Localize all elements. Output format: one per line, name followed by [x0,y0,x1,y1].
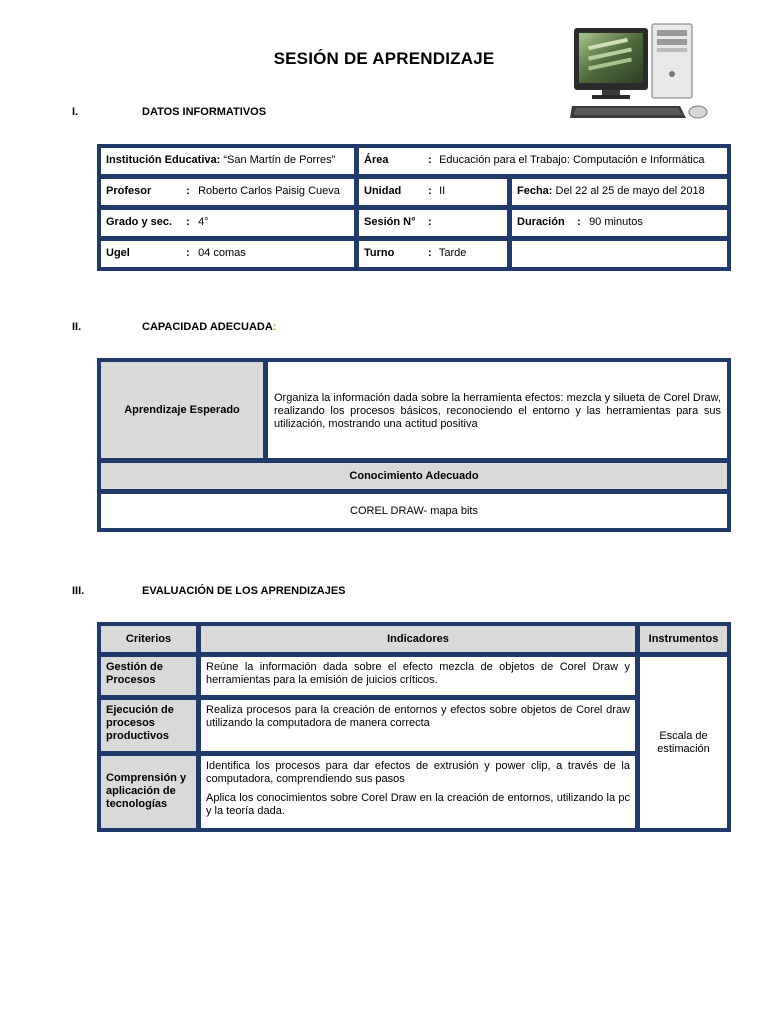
section-number: I. [72,106,79,118]
institucion-value: “San Martín de Porres” [220,154,336,166]
fecha-value: Del 22 al 25 de mayo del 2018 [552,185,705,197]
desktop-computer-icon [570,22,712,122]
section-number: II. [72,321,82,333]
grado-colon: : [186,216,190,228]
indicador-text: Aplica los conocimientos sobre Corel Draw en la creación de entornos, utilizando la pc y la teoría dada. [206,792,630,817]
indicador-text: Identifica los procesos para dar efectos de extrusión y power clip, a través de la computadora, comprendiendo sus pasos [206,760,630,785]
unidad-label: Unidad [364,185,402,197]
institucion-label: Institución Educativa: [106,154,221,166]
unidad-value: II [439,185,446,197]
table-row [100,755,728,829]
fecha-label: Fecha: [517,185,553,197]
turno-colon: : [428,247,432,259]
ugel-cell [100,240,355,268]
evaluacion-table [97,622,731,832]
area-label: Área [364,154,389,166]
turno-cell [358,240,508,268]
table-row [100,656,728,696]
conocimiento-adecuado-text: COREL DRAW- mapa bits [100,493,728,529]
profesor-value: Roberto Carlos Paisig Cueva [198,185,340,197]
sesion-label: Sesión N° [364,216,416,228]
criterio-cell: Ejecución de procesos productivos [100,699,197,752]
indicador-cell [200,755,636,829]
institucion-cell [100,147,355,175]
header-indicadores: Indicadores [200,625,636,653]
grado-label: Grado y sec. [106,216,173,228]
conocimiento-adecuado-label: Conocimiento Adecuado [100,462,728,490]
section-label: EVALUACIÓN DE LOS APRENDIZAJES [142,585,346,597]
area-cell [358,147,728,175]
header-criterios: Criterios [100,625,197,653]
instrumento-cell: Escala de estimación [639,656,728,829]
turno-label: Turno [364,247,395,259]
section-label-wrap [142,321,276,333]
datos-informativos-table [97,144,731,271]
turno-value: Tarde [438,247,467,259]
unidad-colon: : [428,185,432,197]
table-row [100,699,728,752]
duracion-label: Duración [517,216,565,228]
header-instrumentos: Instrumentos [639,625,728,653]
duracion-colon: : [577,216,581,228]
section-number: III. [72,585,85,597]
section-label: DATOS INFORMATIVOS [142,106,267,118]
duracion-cell [511,209,728,237]
aprendizaje-esperado-label: Aprendizaje Esperado [100,361,264,459]
empty-cell [511,240,728,268]
grado-value: 4° [198,216,209,228]
area-colon: : [428,154,432,166]
section-colon: : [272,321,277,333]
page-title: SESIÓN DE APRENDIZAJE [273,49,495,68]
fecha-cell [511,178,728,206]
indicador-cell: Reúne la información dada sobre el efecto mezcla de objetos de Corel Draw y herramientas para la emisión de juicios críticos. [200,656,636,696]
criterio-cell: Comprensión y aplicación de tecnologías [100,755,197,829]
ugel-value: 04 comas [198,247,246,259]
profesor-colon: : [186,185,190,197]
sesion-cell [358,209,508,237]
duracion-value: 90 minutos [589,216,643,228]
sesion-colon: : [428,216,432,228]
ugel-label: Ugel [106,247,130,259]
unidad-cell [358,178,508,206]
indicador-cell: Realiza procesos para la creación de entornos y efectos sobre objetos de Corel draw utilizando la computadora de manera correcta [200,699,636,752]
profesor-label: Profesor [106,185,152,197]
ugel-colon: : [186,247,190,259]
criterio-cell: Gestión de Procesos [100,656,197,696]
area-value: Educación para el Trabajo: Computación e Informática [439,154,705,166]
section-label: CAPACIDAD ADECUADA [142,321,273,333]
capacidad-table [97,358,731,532]
grado-cell [100,209,355,237]
profesor-cell [100,178,355,206]
aprendizaje-esperado-text: Organiza la información dada sobre la herramienta efectos: mezcla y silueta de Corel Draw, realizando los procesos básicos, reconociendo el entorno y las herramientas para sus utilización, mostrando una actitud positiva [267,361,728,459]
